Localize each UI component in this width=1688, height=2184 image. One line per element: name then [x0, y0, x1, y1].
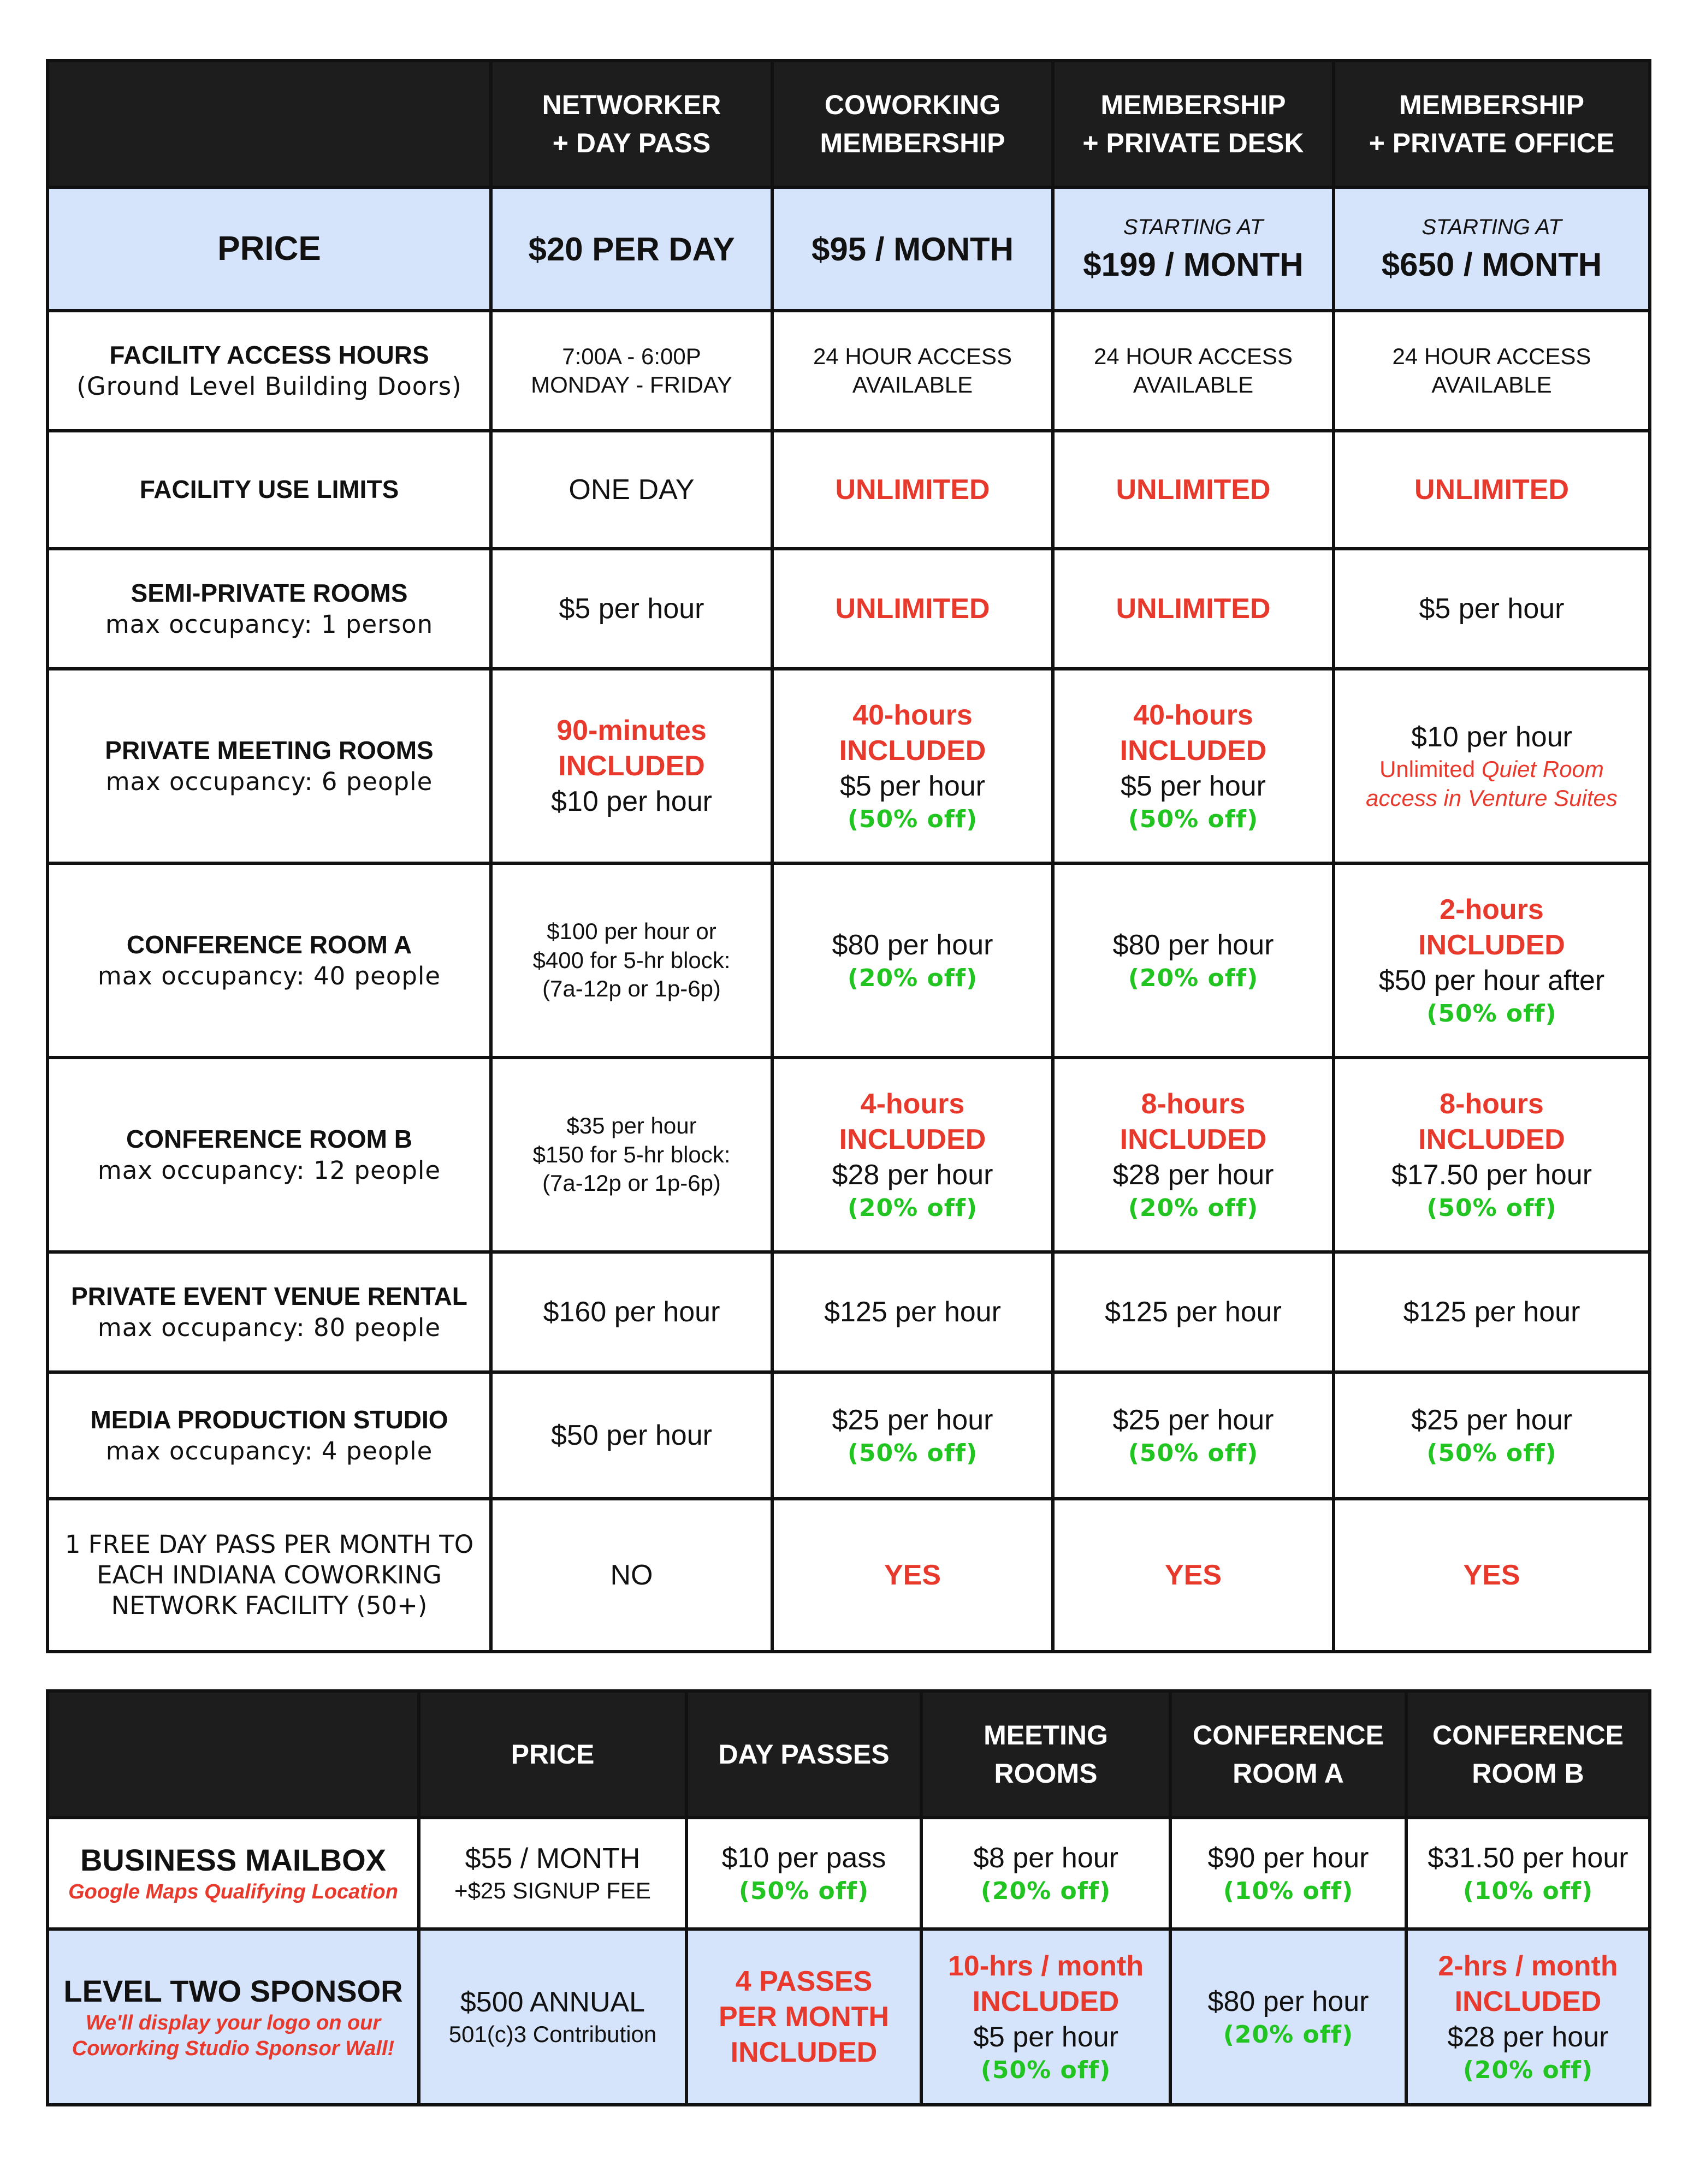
price-networker: $20 PER DAY: [491, 187, 772, 311]
semi-private-private-office: $5 per hour: [1334, 549, 1650, 669]
conference-a-private-desk: $80 per hour (20% off): [1053, 863, 1334, 1058]
addon-header-day-passes: DAY PASSES: [686, 1691, 921, 1818]
use-limits-row: [48, 431, 1650, 549]
mailbox-conference-a: $90 per hour (10% off): [1170, 1818, 1406, 1929]
mailbox-label: BUSINESS MAILBOX Google Maps Qualifying Location: [48, 1818, 419, 1929]
conference-b-label: CONFERENCE ROOM B max occupancy: 12 people: [48, 1058, 491, 1252]
access-hours-private-desk: 24 HOUR ACCESS AVAILABLE: [1053, 311, 1334, 431]
price-label: PRICE: [48, 187, 491, 311]
conference-a-networker: $100 per hour or $400 for 5-hr block: (7a-12p or 1p-6p): [491, 863, 772, 1058]
price-coworking: $95 / MONTH: [772, 187, 1053, 311]
media-studio-row: [48, 1372, 1650, 1499]
sponsor-day-passes: 4 PASSES PER MONTH INCLUDED: [686, 1929, 921, 2105]
conference-a-private-office: 2-hours INCLUDED $50 per hour after (50% off): [1334, 863, 1650, 1058]
access-hours-label: FACILITY ACCESS HOURS (Ground Level Building Doors): [48, 311, 491, 431]
event-venue-coworking: $125 per hour: [772, 1252, 1053, 1372]
addon-header-row: [48, 1691, 1650, 1818]
mailbox-price: $55 / MONTH +$25 SIGNUP FEE: [419, 1818, 686, 1929]
membership-comparison-table: [46, 59, 1651, 1653]
sponsor-row: [48, 1929, 1650, 2105]
conference-a-label: CONFERENCE ROOM A max occupancy: 40 people: [48, 863, 491, 1058]
access-hours-coworking: 24 HOUR ACCESS AVAILABLE: [772, 311, 1053, 431]
media-studio-private-desk: $25 per hour (50% off): [1053, 1372, 1334, 1499]
meeting-rooms-private-office: $10 per hour Unlimited Quiet Room access in Venture Suites: [1334, 669, 1650, 863]
meeting-rooms-label: PRIVATE MEETING ROOMS max occupancy: 6 people: [48, 669, 491, 863]
use-limits-private-desk: UNLIMITED: [1053, 431, 1334, 549]
media-studio-networker: $50 per hour: [491, 1372, 772, 1499]
addon-header-meeting-rooms: MEETING ROOMS: [921, 1691, 1170, 1818]
mailbox-day-passes: $10 per pass (50% off): [686, 1818, 921, 1929]
event-venue-networker: $160 per hour: [491, 1252, 772, 1372]
use-limits-private-office: UNLIMITED: [1334, 431, 1650, 549]
use-limits-label: FACILITY USE LIMITS: [48, 431, 491, 549]
free-day-pass-coworking: YES: [772, 1499, 1053, 1652]
price-private-office: STARTING AT $650 / MONTH: [1334, 187, 1650, 311]
semi-private-networker: $5 per hour: [491, 549, 772, 669]
price-row: [48, 187, 1650, 311]
access-hours-networker: 7:00A - 6:00P MONDAY - FRIDAY: [491, 311, 772, 431]
semi-private-label: SEMI-PRIVATE ROOMS max occupancy: 1 person: [48, 549, 491, 669]
header-private-office: MEMBERSHIP + PRIVATE OFFICE: [1334, 61, 1650, 187]
sponsor-conference-a: $80 per hour (20% off): [1170, 1929, 1406, 2105]
access-hours-private-office: 24 HOUR ACCESS AVAILABLE: [1334, 311, 1650, 431]
header-private-desk: MEMBERSHIP + PRIVATE DESK: [1053, 61, 1334, 187]
header-coworking: COWORKING MEMBERSHIP: [772, 61, 1053, 187]
media-studio-label: MEDIA PRODUCTION STUDIO max occupancy: 4 people: [48, 1372, 491, 1499]
mailbox-conference-b: $31.50 per hour (10% off): [1406, 1818, 1650, 1929]
sponsor-conference-b: 2-hrs / month INCLUDED $28 per hour (20% off): [1406, 1929, 1650, 2105]
free-day-pass-label: 1 FREE DAY PASS PER MONTH TO EACH INDIANA COWORKING NETWORK FACILITY (50+): [48, 1499, 491, 1652]
meeting-rooms-coworking: 40-hours INCLUDED $5 per hour (50% off): [772, 669, 1053, 863]
conference-b-coworking: 4-hours INCLUDED $28 per hour (20% off): [772, 1058, 1053, 1252]
event-venue-row: [48, 1252, 1650, 1372]
addon-header-empty: [48, 1691, 419, 1818]
addon-header-conference-b: CONFERENCE ROOM B: [1406, 1691, 1650, 1818]
media-studio-coworking: $25 per hour (50% off): [772, 1372, 1053, 1499]
use-limits-coworking: UNLIMITED: [772, 431, 1053, 549]
conference-a-coworking: $80 per hour (20% off): [772, 863, 1053, 1058]
sponsor-price: $500 ANNUAL 501(c)3 Contribution: [419, 1929, 686, 2105]
semi-private-row: [48, 549, 1650, 669]
conference-b-private-desk: 8-hours INCLUDED $28 per hour (20% off): [1053, 1058, 1334, 1252]
header-networker: NETWORKER + DAY PASS: [491, 61, 772, 187]
free-day-pass-private-desk: YES: [1053, 1499, 1334, 1652]
mailbox-row: [48, 1818, 1650, 1929]
free-day-pass-networker: NO: [491, 1499, 772, 1652]
sponsor-meeting-rooms: 10-hrs / month INCLUDED $5 per hour (50% off): [921, 1929, 1170, 2105]
event-venue-label: PRIVATE EVENT VENUE RENTAL max occupancy: 80 people: [48, 1252, 491, 1372]
addon-table: [46, 1689, 1651, 2106]
free-day-pass-row: [48, 1499, 1650, 1652]
event-venue-private-office: $125 per hour: [1334, 1252, 1650, 1372]
plan-header-row: [48, 61, 1650, 187]
semi-private-coworking: UNLIMITED: [772, 549, 1053, 669]
conference-b-private-office: 8-hours INCLUDED $17.50 per hour (50% off): [1334, 1058, 1650, 1252]
addon-header-conference-a: CONFERENCE ROOM A: [1170, 1691, 1406, 1818]
conference-b-networker: $35 per hour $150 for 5-hr block: (7a-12p or 1p-6p): [491, 1058, 772, 1252]
free-day-pass-private-office: YES: [1334, 1499, 1650, 1652]
addon-header-price: PRICE: [419, 1691, 686, 1818]
access-hours-row: [48, 311, 1650, 431]
semi-private-private-desk: UNLIMITED: [1053, 549, 1334, 669]
header-empty-cell: [48, 61, 491, 187]
mailbox-meeting-rooms: $8 per hour (20% off): [921, 1818, 1170, 1929]
meeting-rooms-row: [48, 669, 1650, 863]
media-studio-private-office: $25 per hour (50% off): [1334, 1372, 1650, 1499]
use-limits-networker: ONE DAY: [491, 431, 772, 549]
conference-b-row: [48, 1058, 1650, 1252]
conference-a-row: [48, 863, 1650, 1058]
price-private-desk: STARTING AT $199 / MONTH: [1053, 187, 1334, 311]
meeting-rooms-private-desk: 40-hours INCLUDED $5 per hour (50% off): [1053, 669, 1334, 863]
event-venue-private-desk: $125 per hour: [1053, 1252, 1334, 1372]
sponsor-label: LEVEL TWO SPONSOR We'll display your logo on our Coworking Studio Sponsor Wall!: [48, 1929, 419, 2105]
meeting-rooms-networker: 90-minutes INCLUDED $10 per hour: [491, 669, 772, 863]
